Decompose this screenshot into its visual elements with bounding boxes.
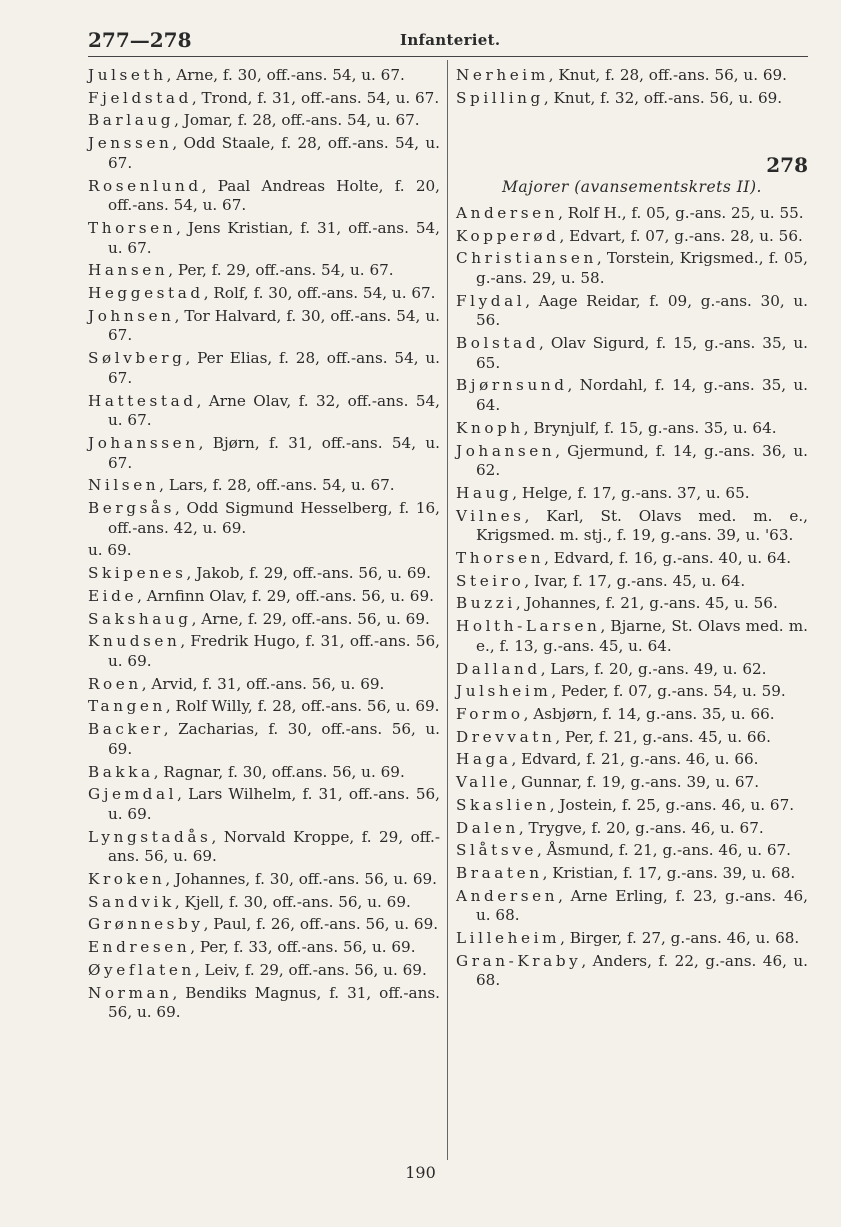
entry-details: , Paul, f. 26, off.-ans. 56, u. 69. xyxy=(203,915,439,934)
register-entry xyxy=(456,705,808,725)
register-entry xyxy=(88,828,440,867)
register-entry xyxy=(88,587,440,607)
register-entry xyxy=(456,549,808,569)
entry-details: , Ragnar, f. 30, off.ans. 56, u. 69. xyxy=(153,762,405,781)
register-entry xyxy=(88,349,440,388)
entry-surname: Formo xyxy=(456,704,524,723)
register-entry xyxy=(88,938,440,958)
entry-surname: Vilnes xyxy=(456,506,525,525)
entry-surname: Haga xyxy=(456,750,512,769)
section-heading: Majorer (avansementskrets II). xyxy=(502,178,762,197)
entry-details: , Arne Olav, f. 32, off.-ans. 54, u. 67. xyxy=(108,391,440,430)
entry-surname: Nilsen xyxy=(88,476,160,495)
register-entry xyxy=(88,66,440,86)
entry-details: , Johannes, f. 21, g.-ans. 45, u. 56. xyxy=(515,594,778,613)
entry-details: , Per, f. 21, g.-ans. 45, u. 66. xyxy=(555,727,772,746)
register-entry xyxy=(456,841,808,861)
entry-details: , Norvald Kroppe, f. 29, off.-ans. 56, u. 69. xyxy=(108,827,440,866)
entry-details: , Asbjørn, f. 14, g.-ans. 35, u. 66. xyxy=(523,704,775,723)
entry-surname: Bakka xyxy=(88,762,154,781)
entry-surname: Braaten xyxy=(456,863,543,882)
register-entry xyxy=(88,984,440,1023)
register-entry xyxy=(456,952,808,991)
entry-surname: Sandvik xyxy=(88,892,175,911)
register-entry xyxy=(456,89,808,109)
register-entry xyxy=(456,773,808,793)
entry-details: , Johannes, f. 30, off.-ans. 56, u. 69. xyxy=(165,870,437,889)
entry-details: , Ivar, f. 17, g.-ans. 45, u. 64. xyxy=(524,571,746,590)
entry-surname: Rosenlund xyxy=(88,176,202,195)
register-entry xyxy=(88,961,440,981)
register-entry xyxy=(456,204,808,224)
entry-details: , Fredrik Hugo, f. 31, off.-ans. 56, u. 69. xyxy=(108,632,440,670)
register-entry xyxy=(88,177,440,216)
entry-surname: Andersen xyxy=(456,886,559,905)
entry-surname: Sølvberg xyxy=(88,349,186,368)
register-entry xyxy=(88,564,440,584)
register-entry xyxy=(456,682,808,702)
entry-surname: Hansen xyxy=(88,261,169,280)
entry-surname: Heggestad xyxy=(88,284,204,303)
entry-surname: Spilling xyxy=(456,88,544,107)
page-range: 277—278 xyxy=(88,28,192,52)
entry-details: , Edvart, f. 07, g.-ans. 28, u. 56. xyxy=(559,226,803,245)
entry-surname: Barlaug xyxy=(88,111,175,130)
page-header xyxy=(88,28,808,58)
entry-surname: Grønnesby xyxy=(88,915,204,934)
entry-details: , Nordahl, f. 14, g.-ans. 35, u. 64. xyxy=(476,376,808,415)
entry-surname: Skipenes xyxy=(88,564,187,583)
entry-surname: Haug xyxy=(456,483,513,502)
entry-surname: Endresen xyxy=(88,938,191,957)
entry-details: , Paal Andreas Holte, f. 20, off.-ans. 54, u. 67. xyxy=(108,176,440,215)
register-entry xyxy=(88,720,440,759)
entry-details: , Per, f. 29, off.-ans. 54, u. 67. xyxy=(168,261,394,280)
entry-details: , Tor Halvard, f. 30, off.-ans. 54, u. 67. xyxy=(108,306,440,345)
entry-surname: Fjeldstad xyxy=(88,88,192,107)
register-entry xyxy=(456,617,808,656)
entry-details: , Bjørn, f. 31, off.-ans. 54, u. 67. xyxy=(108,433,440,472)
register-entry xyxy=(456,864,808,884)
register-entry xyxy=(456,796,808,816)
register-entry xyxy=(88,476,440,496)
register-entry xyxy=(88,870,440,890)
entry-details: , Brynjulf, f. 15, g.-ans. 35, u. 64. xyxy=(523,418,777,437)
entry-details: , Edvard, f. 16, g.-ans. 40, u. 64. xyxy=(544,549,792,568)
entry-surname: Tangen xyxy=(88,697,166,716)
entry-details: , Arvid, f. 31, off.-ans. 56, u. 69. xyxy=(141,674,385,693)
entry-surname: Dalland xyxy=(456,659,541,678)
entry-details: , Rolf Willy, f. 28, off.-ans. 56, u. 69. xyxy=(165,697,440,716)
register-entry xyxy=(456,227,808,247)
entry-surname: Drevvatn xyxy=(456,727,556,746)
header-rule xyxy=(88,56,808,57)
right-column xyxy=(456,66,808,994)
register-entry xyxy=(88,610,440,630)
entry-details: , Jens Kristian, f. 31, off.-ans. 54, u. 67. xyxy=(108,218,440,257)
entry-details: , Torstein, Krigsmed., f. 05, g.-ans. 29, u. 58. xyxy=(476,249,808,287)
entry-details: , Jakob, f. 29, off.-ans. 56, u. 69. xyxy=(186,564,431,583)
entry-details: , Arne Erling, f. 23, g.-ans. 46, u. 68. xyxy=(476,886,808,925)
register-entry xyxy=(88,541,440,561)
entry-details: , Gunnar, f. 19, g.-ans. 39, u. 67. xyxy=(511,773,760,792)
register-entry xyxy=(88,219,440,258)
entry-details: , Åsmund, f. 21, g.-ans. 46, u. 67. xyxy=(536,841,791,860)
entry-details: , Kjell, f. 30, off.-ans. 56, u. 69. xyxy=(174,892,411,911)
register-entry xyxy=(456,887,808,926)
register-entry xyxy=(88,675,440,695)
entry-surname: Knoph xyxy=(456,418,524,437)
entry-surname: Eide xyxy=(88,586,138,605)
register-entry xyxy=(88,134,440,173)
register-entry xyxy=(456,507,808,546)
entry-surname: Johanssen xyxy=(88,433,199,452)
entry-surname: Lilleheim xyxy=(456,929,561,948)
section-number: 278 xyxy=(766,153,808,178)
register-entry xyxy=(456,376,808,415)
entry-details: , Per, f. 33, off.-ans. 56, u. 69. xyxy=(190,938,416,957)
register-entry xyxy=(456,484,808,504)
entry-details: , Karl, St. Olavs med. m. e., Krigsmed. m. stj., f. 19, g.-ans. 39, u. '63. xyxy=(476,506,808,545)
register-entry xyxy=(456,594,808,614)
register-entry xyxy=(456,442,808,481)
entry-details: , Knut, f. 32, off.-ans. 56, u. 69. xyxy=(543,88,783,107)
entry-details: , Odd Staale, f. 28, off.-ans. 54, u. 67. xyxy=(108,134,440,172)
entry-surname: Gjemdal xyxy=(88,785,178,804)
entry-surname: Gran-Kraby xyxy=(456,951,582,970)
entry-surname: Holth-Larsen xyxy=(456,617,601,636)
entry-surname: Christiansen xyxy=(456,249,597,268)
entry-surname: Bolstad xyxy=(456,334,540,353)
register-entry xyxy=(456,334,808,373)
right-column-continuation xyxy=(456,66,808,108)
entry-surname: Lyngstadås xyxy=(88,827,212,846)
register-entry xyxy=(88,89,440,109)
register-entry xyxy=(456,728,808,748)
entry-details: , Birger, f. 27, g.-ans. 46, u. 68. xyxy=(560,929,800,948)
entry-surname: Bergsås xyxy=(88,499,175,518)
entry-surname: Valle xyxy=(456,773,512,792)
register-entry xyxy=(456,929,808,949)
left-column xyxy=(88,66,440,1026)
entry-details: , Rolf, f. 30, off.-ans. 54, u. 67. xyxy=(203,284,436,303)
register-entry xyxy=(456,292,808,331)
register-entry xyxy=(456,819,808,839)
register-entry xyxy=(88,763,440,783)
entry-details: , Jomar, f. 28, off.-ans. 54, u. 67. xyxy=(174,111,420,130)
register-entry xyxy=(88,893,440,913)
entry-details: , Olav Sigurd, f. 15, g.-ans. 35, u. 65. xyxy=(476,334,808,372)
register-entry xyxy=(456,750,808,770)
entry-details: , Gjermund, f. 14, g.-ans. 36, u. 62. xyxy=(476,441,808,480)
entry-surname: Thorsen xyxy=(456,549,545,568)
entry-surname: Dalen xyxy=(456,818,519,837)
entry-surname: Kroken xyxy=(88,870,166,889)
entry-surname: Julseth xyxy=(88,66,167,84)
entry-surname: Knudsen xyxy=(88,632,181,651)
entry-details: , Bendiks Magnus, f. 31, off.-ans. 56, u. 69. xyxy=(108,983,440,1022)
register-entry xyxy=(88,697,440,717)
entry-surname: Julsheim xyxy=(456,682,552,701)
right-column-entries xyxy=(456,204,808,991)
register-entry xyxy=(88,261,440,281)
entry-surname: Kopperød xyxy=(456,226,560,245)
entry-surname: Johansen xyxy=(456,441,556,460)
entry-surname: Buzzi xyxy=(456,594,516,613)
entry-surname: Norman xyxy=(88,983,173,1002)
entry-details: , Arne, f. 29, off.-ans. 56, u. 69. xyxy=(191,609,430,628)
register-entry xyxy=(456,660,808,680)
register-entry xyxy=(88,785,440,824)
entry-details: , Trygve, f. 20, g.-ans. 46, u. 67. xyxy=(518,818,764,837)
column-divider xyxy=(447,60,448,1160)
entry-surname: Andersen xyxy=(456,203,559,222)
entry-details: , Per Elias, f. 28, off.-ans. 54, u. 67. xyxy=(108,349,440,387)
register-entry xyxy=(88,111,440,131)
entry-details: , Lars, f. 20, g.-ans. 49, u. 62. xyxy=(540,659,767,678)
register-entry xyxy=(88,434,440,473)
entry-details: , Arne, f. 30, off.-ans. 54, u. 67. xyxy=(166,66,405,84)
entry-surname: Backer xyxy=(88,720,164,739)
register-entry xyxy=(88,632,440,671)
entry-details: , Helge, f. 17, g.-ans. 37, u. 65. xyxy=(512,483,750,502)
entry-details: , Aage Reidar, f. 09, g.-ans. 30, u. 56. xyxy=(476,291,808,330)
entry-surname: Johnsen xyxy=(88,306,175,325)
entry-surname: Nerheim xyxy=(456,66,549,84)
entry-surname: Jenssen xyxy=(88,134,173,153)
register-entry xyxy=(456,66,808,86)
register-entry xyxy=(456,419,808,439)
entry-details: , Zacharias, f. 30, off.-ans. 56, u. 69. xyxy=(108,720,440,758)
entry-details: , Trond, f. 31, off.-ans. 54, u. 67. xyxy=(191,88,440,107)
running-title: Infanteriet. xyxy=(400,31,501,49)
entry-surname: Slåtsve xyxy=(456,841,537,860)
register-entry xyxy=(88,915,440,935)
entry-details: , Bjarne, St. Olavs med. m. e., f. 13, g.-ans. 45, u. 64. xyxy=(476,617,808,655)
entry-details: , Rolf H., f. 05, g.-ans. 25, u. 55. xyxy=(558,203,804,222)
entry-surname: Skaslien xyxy=(456,795,550,814)
entry-details: , Jostein, f. 25, g.-ans. 46, u. 67. xyxy=(549,795,795,814)
register-entry xyxy=(88,499,440,538)
entry-details: , Knut, f. 28, off.-ans. 56, u. 69. xyxy=(548,66,788,84)
register-entry xyxy=(456,249,808,288)
entry-details: , Odd Sigmund Hesselberg, f. 16, off.-ans. 42, u. 69. xyxy=(108,499,440,537)
register-entry xyxy=(88,307,440,346)
entry-details: , Lars, f. 28, off.-ans. 54, u. 67. xyxy=(159,476,395,495)
entry-surname: Øyeflaten xyxy=(88,960,195,979)
entry-details: u. 69. xyxy=(88,541,132,560)
entry-details: , Anders, f. 22, g.-ans. 46, u. 68. xyxy=(476,951,808,990)
entry-details: , Kristian, f. 17, g.-ans. 39, u. 68. xyxy=(542,863,796,882)
entry-surname: Flydal xyxy=(456,291,526,310)
entry-details: , Edvard, f. 21, g.-ans. 46, u. 66. xyxy=(511,750,759,769)
entry-surname: Thorsen xyxy=(88,218,177,237)
page-number: 190 xyxy=(405,1163,436,1182)
entry-surname: Bjørnsund xyxy=(456,376,568,395)
entry-surname: Roen xyxy=(88,674,142,693)
entry-details: , Lars Wilhelm, f. 31, off.-ans. 56, u. 69. xyxy=(108,785,440,823)
entry-surname: Steiro xyxy=(456,571,525,590)
entry-details: , Peder, f. 07, g.-ans. 54, u. 59. xyxy=(551,682,786,701)
entry-surname: Sakshaug xyxy=(88,609,192,628)
register-entry xyxy=(88,392,440,431)
entry-details: , Arnfinn Olav, f. 29, off.-ans. 56, u. 69. xyxy=(137,586,434,605)
entry-details: , Leiv, f. 29, off.-ans. 56, u. 69. xyxy=(194,960,427,979)
register-entry xyxy=(456,572,808,592)
entry-surname: Hattestad xyxy=(88,391,197,410)
register-entry xyxy=(88,284,440,304)
